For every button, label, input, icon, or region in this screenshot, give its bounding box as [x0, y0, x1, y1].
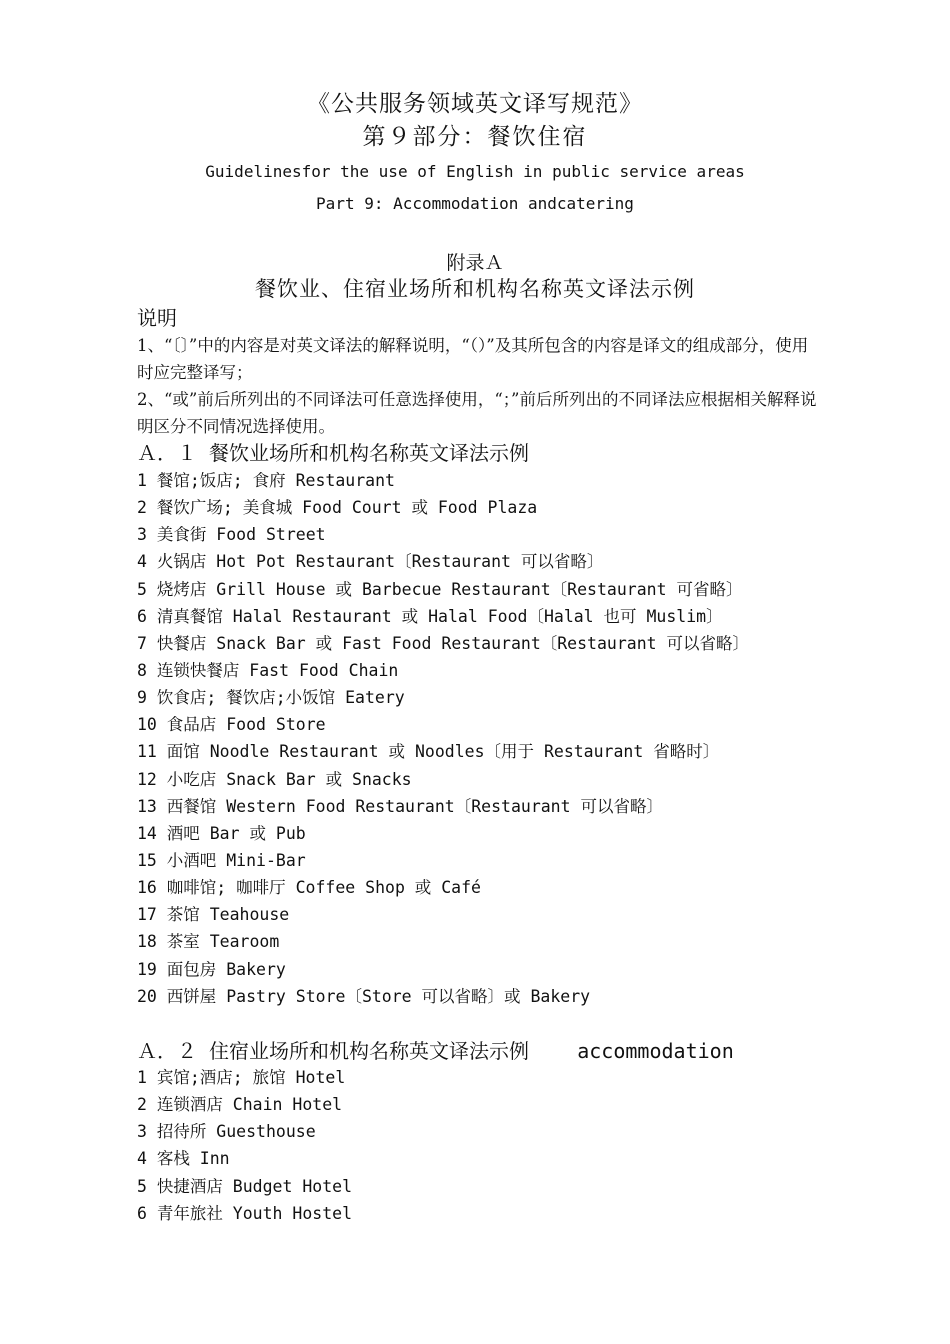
list-item: 12 小吃店 Snack Bar 或 Snacks — [137, 769, 412, 789]
list-item: 3 招待所 Guesthouse — [137, 1122, 316, 1142]
list-item: 15 小酒吧 Mini-Bar — [137, 850, 306, 870]
appendix-title: 餐饮业、住宿业场所和机构名称英文译法示例 — [255, 277, 695, 301]
list-item: 7 快餐店 Snack Bar 或 Fast Food Restaurant〔Restaurant 可以省略〕 — [137, 633, 750, 653]
list-item: 5 快捷酒店 Budget Hotel — [137, 1176, 353, 1196]
section-a1-list — [137, 467, 837, 1010]
list-item: 18 茶室 Tearoom — [137, 932, 280, 952]
list-item: 19 面包房 Bakery — [137, 959, 286, 979]
list-item: 20 西饼屋 Pastry Store〔Store 可以省略〕或 Bakery — [137, 986, 591, 1006]
list-item: 13 西餐馆 Western Food Restaurant〔Restaurant 可以省略〕 — [137, 796, 663, 816]
english-subtitle: Part 9: Accommodation andcatering — [316, 194, 634, 213]
document-title: 《公共服务领域英文译写规范》 — [307, 91, 643, 117]
english-title: Guidelinesfor the use of English in public service areas — [205, 162, 745, 181]
section-a2-list — [137, 1064, 837, 1227]
section-a2-heading: Ａ．２ 住宿业场所和机构名称英文译法示例 accommodation — [137, 1039, 734, 1063]
notes-paragraph-2: 2、“或”前后所列出的不同译法可任意选择使用，“；”前后所列出的不同译法应根据相关解释说明区分不同情况选择使用。 — [137, 390, 817, 436]
list-item: 5 烧烤店 Grill House 或 Barbecue Restaurant〔Restaurant 可省略〕 — [137, 579, 743, 599]
list-item: 4 客栈 Inn — [137, 1149, 230, 1169]
list-item: 2 连锁酒店 Chain Hotel — [137, 1095, 343, 1115]
list-item: 6 清真餐馆 Halal Restaurant 或 Halal Food〔Halal 也可 Muslim〕 — [137, 606, 723, 626]
notes-paragraph-1: 1、“〔〕”中的内容是对英文译法的解释说明，“（）”及其所包含的内容是译文的组成部分，使用时应完整译写； — [137, 336, 809, 382]
list-item: 9 饮食店; 餐饮店;小饭馆 Eatery — [137, 688, 405, 708]
notes-heading: 说明 — [137, 306, 177, 330]
list-item: 16 咖啡馆; 咖啡厅 Coffee Shop 或 Café — [137, 878, 481, 898]
document-subtitle: 第９部分：餐饮住宿 — [362, 124, 588, 150]
list-item: 4 火锅店 Hot Pot Restaurant〔Restaurant 可以省略〕 — [137, 552, 604, 572]
appendix-label: 附录Ａ — [446, 252, 504, 274]
section-a1-heading: Ａ．１ 餐饮业场所和机构名称英文译法示例 — [137, 441, 530, 465]
list-item: 8 连锁快餐店 Fast Food Chain — [137, 660, 399, 680]
list-item: 17 茶馆 Teahouse — [137, 905, 290, 925]
list-item: 1 餐馆;饭店; 食府 Restaurant — [137, 471, 395, 490]
list-item: 3 美食街 Food Street — [137, 525, 326, 545]
list-item: 2 餐饮广场; 美食城 Food Court 或 Food Plaza — [137, 498, 538, 518]
list-item: 10 食品店 Food Store — [137, 715, 326, 735]
list-item: 1 宾馆;酒店; 旅馆 Hotel — [137, 1068, 346, 1087]
list-item: 6 青年旅社 Youth Hostel — [137, 1203, 353, 1223]
list-item: 14 酒吧 Bar 或 Pub — [137, 823, 306, 843]
list-item: 11 面馆 Noodle Restaurant 或 Noodles〔用于 Restaurant 省略时〕 — [137, 742, 720, 762]
